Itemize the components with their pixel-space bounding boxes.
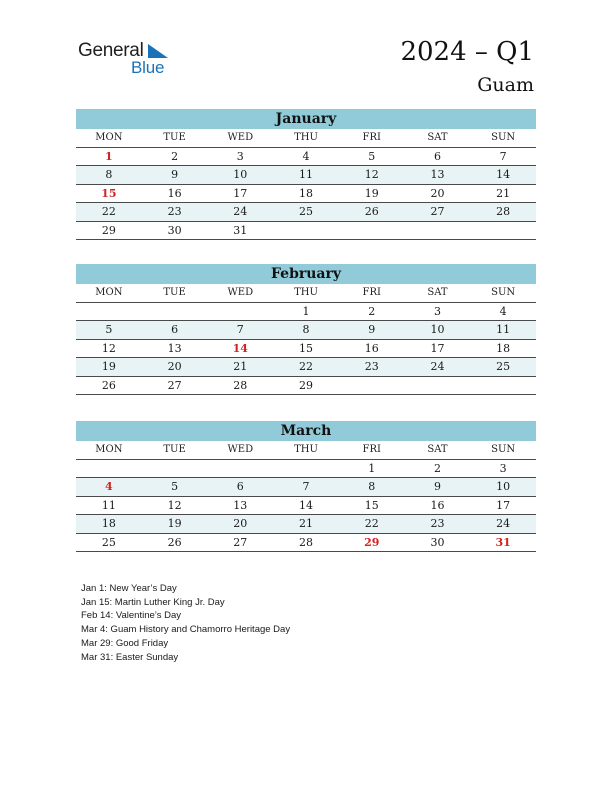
day-cell: 12 xyxy=(167,498,182,512)
weekday-label: SAT xyxy=(427,132,448,143)
day-cell: 15 xyxy=(299,341,314,355)
day-cell: 4 xyxy=(302,149,310,163)
day-cell: 1 xyxy=(368,461,376,475)
month-february xyxy=(76,264,536,395)
weekday-label: FRI xyxy=(362,287,381,298)
empty-day-cell xyxy=(405,377,471,395)
week-row xyxy=(76,534,536,553)
day-cell: 2 xyxy=(171,149,179,163)
day-cell: 20 xyxy=(167,360,182,373)
weeks-grid xyxy=(76,148,536,241)
day-cell: 13 xyxy=(430,168,445,181)
day-cell: 17 xyxy=(233,186,248,200)
week-row xyxy=(76,148,536,167)
day-cell: 29 xyxy=(101,223,116,237)
week-row xyxy=(76,203,536,222)
empty-day-cell xyxy=(207,460,273,478)
month-name: February xyxy=(76,264,536,284)
day-cell: 16 xyxy=(364,341,379,355)
weekday-label: FRI xyxy=(362,444,381,455)
weeks-grid xyxy=(76,460,536,553)
day-cell: 5 xyxy=(368,149,376,163)
day-cell: 11 xyxy=(496,323,511,336)
empty-day-cell xyxy=(339,377,405,395)
holiday-note: Jan 15: Martin Luther King Jr. Day xyxy=(81,596,225,608)
month-name: January xyxy=(76,109,536,129)
empty-day-cell xyxy=(207,303,273,321)
empty-day-cell xyxy=(76,460,142,478)
day-cell: 25 xyxy=(496,360,511,373)
empty-day-cell xyxy=(76,303,142,321)
month-march xyxy=(76,421,536,552)
day-cell: 30 xyxy=(430,535,445,549)
week-row xyxy=(76,340,536,359)
day-cell: 11 xyxy=(299,168,314,181)
day-cell: 10 xyxy=(233,168,248,181)
day-cell: 5 xyxy=(171,480,179,493)
day-cell: 7 xyxy=(499,149,507,163)
empty-day-cell xyxy=(470,377,536,395)
day-cell: 27 xyxy=(167,378,182,392)
day-cell: 28 xyxy=(496,205,511,218)
day-cell: 2 xyxy=(368,304,376,318)
day-cell: 23 xyxy=(364,360,379,373)
day-cell: 16 xyxy=(167,186,182,200)
day-cell: 3 xyxy=(499,461,507,475)
day-cell: 28 xyxy=(233,378,248,392)
day-cell: 29 xyxy=(364,535,380,549)
weekday-label: SAT xyxy=(427,287,448,298)
day-cell: 14 xyxy=(232,341,248,355)
empty-day-cell xyxy=(273,460,339,478)
logo-blue-text: Blue xyxy=(131,58,165,77)
day-cell: 9 xyxy=(433,480,441,493)
empty-day-cell xyxy=(273,222,339,240)
day-cell: 24 xyxy=(430,360,445,373)
weekday-label: WED xyxy=(227,132,254,143)
weekday-label: WED xyxy=(227,287,254,298)
day-cell: 7 xyxy=(302,480,310,493)
week-row xyxy=(76,185,536,204)
empty-day-cell xyxy=(339,222,405,240)
weekday-header xyxy=(76,129,536,148)
day-cell: 5 xyxy=(105,323,113,336)
weekday-label: FRI xyxy=(362,132,381,143)
weekday-label: SAT xyxy=(427,444,448,455)
day-cell: 13 xyxy=(167,341,182,355)
day-cell: 8 xyxy=(105,168,113,181)
day-cell: 10 xyxy=(430,323,445,336)
week-row xyxy=(76,303,536,322)
day-cell: 18 xyxy=(299,186,314,200)
empty-day-cell xyxy=(405,222,471,240)
day-cell: 12 xyxy=(364,168,379,181)
empty-day-cell xyxy=(470,222,536,240)
day-cell: 6 xyxy=(171,323,179,336)
weekday-label: TUE xyxy=(163,444,186,455)
day-cell: 14 xyxy=(299,498,314,512)
logo-flag-icon xyxy=(148,44,168,60)
holiday-note: Mar 29: Good Friday xyxy=(81,637,169,649)
weekday-label: TUE xyxy=(163,287,186,298)
day-cell: 3 xyxy=(433,304,441,318)
weekday-label: THU xyxy=(294,444,318,455)
day-cell: 14 xyxy=(496,168,511,181)
logo xyxy=(78,40,188,80)
day-cell: 15 xyxy=(101,186,117,200)
day-cell: 22 xyxy=(299,360,314,373)
day-cell: 21 xyxy=(299,517,314,530)
day-cell: 20 xyxy=(430,186,445,200)
day-cell: 26 xyxy=(167,535,182,549)
day-cell: 18 xyxy=(496,341,511,355)
week-row xyxy=(76,222,536,241)
weekday-label: SUN xyxy=(491,132,516,143)
day-cell: 13 xyxy=(233,498,248,512)
month-january xyxy=(76,109,536,240)
weekday-label: SUN xyxy=(491,287,516,298)
weekday-header xyxy=(76,441,536,460)
day-cell: 17 xyxy=(430,341,445,355)
holiday-note: Feb 14: Valentine’s Day xyxy=(81,610,181,622)
week-row xyxy=(76,358,536,377)
weekday-label: THU xyxy=(294,287,318,298)
weekday-label: TUE xyxy=(163,132,186,143)
weekday-label: THU xyxy=(294,132,318,143)
day-cell: 2 xyxy=(433,461,441,475)
holiday-note: Jan 1: New Year’s Day xyxy=(81,583,177,594)
page-title: 2024 – Q1 xyxy=(400,37,534,67)
weekday-label: SUN xyxy=(491,444,516,455)
day-cell: 19 xyxy=(167,517,182,530)
day-cell: 8 xyxy=(368,480,376,493)
day-cell: 11 xyxy=(101,498,116,512)
weekday-label: MON xyxy=(95,287,123,298)
day-cell: 31 xyxy=(495,535,511,549)
holiday-note: Mar 31: Easter Sunday xyxy=(81,651,179,663)
day-cell: 1 xyxy=(105,149,113,163)
day-cell: 22 xyxy=(101,205,116,218)
month-name: March xyxy=(76,421,536,441)
day-cell: 6 xyxy=(236,480,244,493)
day-cell: 22 xyxy=(364,517,379,530)
weeks-grid xyxy=(76,303,536,396)
day-cell: 1 xyxy=(302,304,310,318)
weekday-label: WED xyxy=(227,444,254,455)
day-cell: 7 xyxy=(236,323,244,336)
week-row xyxy=(76,321,536,340)
empty-day-cell xyxy=(142,303,208,321)
day-cell: 24 xyxy=(233,205,248,218)
day-cell: 24 xyxy=(496,517,511,530)
day-cell: 12 xyxy=(101,341,116,355)
day-cell: 27 xyxy=(233,535,248,549)
day-cell: 20 xyxy=(233,517,248,530)
day-cell: 17 xyxy=(496,498,511,512)
day-cell: 26 xyxy=(101,378,116,392)
day-cell: 21 xyxy=(233,360,248,373)
day-cell: 4 xyxy=(105,480,113,493)
week-row xyxy=(76,497,536,516)
day-cell: 10 xyxy=(496,480,511,493)
week-row xyxy=(76,478,536,497)
week-row xyxy=(76,166,536,185)
day-cell: 26 xyxy=(364,205,379,218)
weekday-label: MON xyxy=(95,132,123,143)
day-cell: 25 xyxy=(299,205,314,218)
week-row xyxy=(76,515,536,534)
weekday-header xyxy=(76,284,536,303)
day-cell: 23 xyxy=(430,517,445,530)
day-cell: 16 xyxy=(430,498,445,512)
day-cell: 19 xyxy=(364,186,379,200)
page-subtitle: Guam xyxy=(477,74,534,96)
day-cell: 31 xyxy=(233,223,248,237)
day-cell: 25 xyxy=(101,535,116,549)
day-cell: 21 xyxy=(496,186,511,200)
day-cell: 3 xyxy=(236,149,244,163)
day-cell: 9 xyxy=(368,323,376,336)
day-cell: 28 xyxy=(299,535,314,549)
day-cell: 30 xyxy=(167,223,182,237)
day-cell: 29 xyxy=(299,378,314,392)
day-cell: 9 xyxy=(171,168,179,181)
weekday-label: MON xyxy=(95,444,123,455)
empty-day-cell xyxy=(142,460,208,478)
day-cell: 4 xyxy=(499,304,507,318)
day-cell: 15 xyxy=(364,498,379,512)
day-cell: 19 xyxy=(101,360,116,373)
day-cell: 27 xyxy=(430,205,445,218)
holiday-notes xyxy=(81,582,290,664)
day-cell: 18 xyxy=(101,517,116,530)
week-row xyxy=(76,460,536,479)
holiday-note: Mar 4: Guam History and Chamorro Heritage Day xyxy=(81,624,291,636)
day-cell: 23 xyxy=(167,205,182,218)
day-cell: 6 xyxy=(433,149,441,163)
week-row xyxy=(76,377,536,396)
logo-general-text: General xyxy=(78,40,144,61)
day-cell: 8 xyxy=(302,323,310,336)
